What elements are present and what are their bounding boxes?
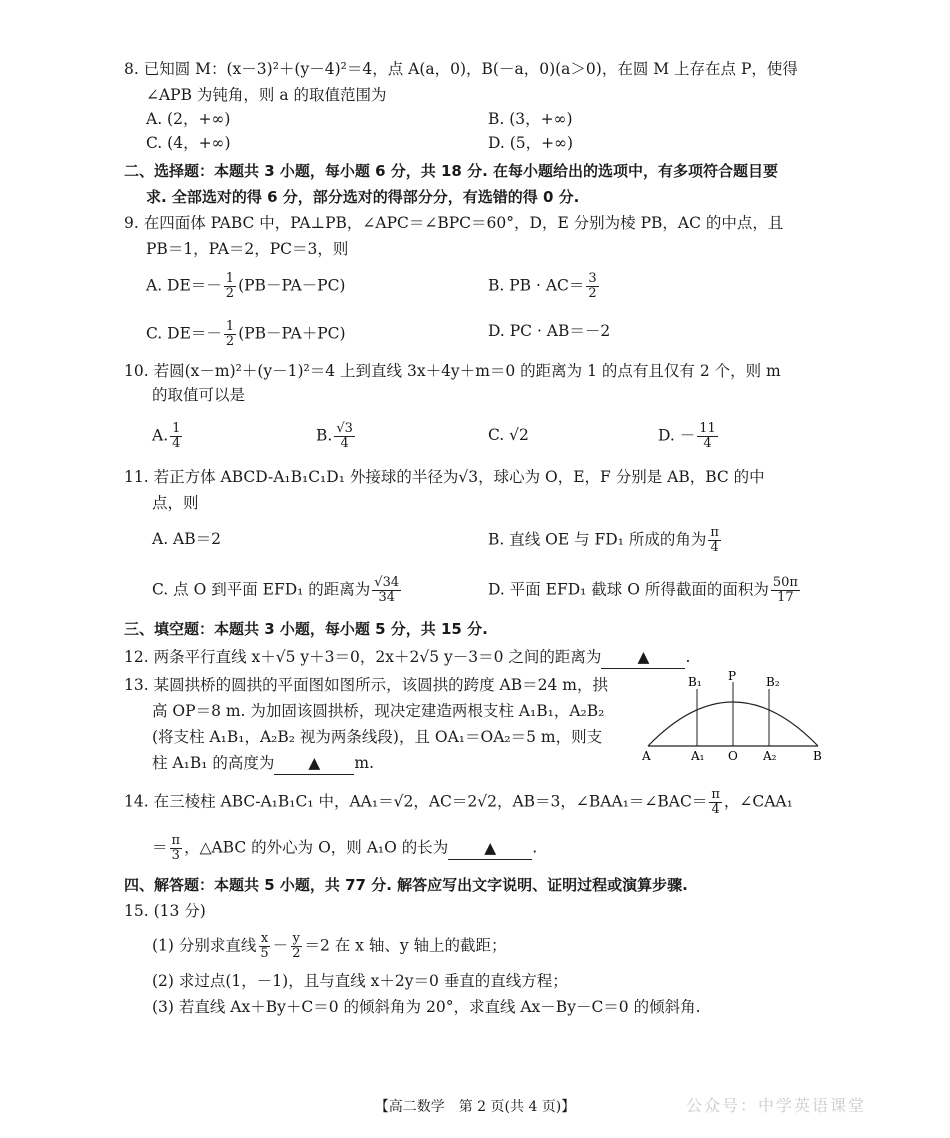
q14-stem-line1: 14. 在三棱柱 ABC-A₁B₁C₁ 中，AA₁＝√2，AC＝2√2，AB＝3，∠BAA₁＝∠BAC＝ $\frac{\pi}{4}$ ，∠CAA₁ [124,787,793,817]
q9-option-c [146,320,346,349]
label-a: A [642,749,651,762]
q15-part2: (2) 求过点(1，－1)，且与直线 x＋2y＝0 垂直的直线方程； [152,972,568,990]
label-b: B [813,749,822,762]
q8-option-d: D. (5，+∞) [488,134,574,152]
q12-answer-blank: ▲ [601,646,685,669]
q10-stem-line2: 的取值可以是 [152,386,246,404]
q13-stem-line3: (将支柱 A₁B₁，A₂B₂ 视为两条线段)，且 OA₁＝OA₂＝5 m，则支 [152,728,603,746]
q9-b-text: B. PB · AC＝ [488,276,585,295]
q13-stem-line1: 13. 某圆拱桥的圆拱的平面图如图所示，该圆拱的跨度 AB＝24 m，拱 [124,676,608,694]
q8-stem-line2: ∠APB 为钝角，则 a 的取值范围为 [146,86,387,104]
q10-option-d: D. － $\frac{11}{4}$ [658,421,716,451]
q15-title: 15. (13 分) [124,902,206,920]
q9-option-a [146,272,345,301]
q9-c-vectors: (PB－PA＋PC) [238,324,346,343]
q10-option-b: B. $\frac{√3}{4}$ [316,421,353,451]
q8-option-a: A. (2，+∞) [146,110,231,128]
q9-option-b [488,272,601,301]
q11-option-b: B. 直线 OE 与 FD₁ 所成的角为 $\frac{\pi}{4}$ [488,525,719,555]
section2-header-line2: 求. 全部选对的得 6 分，部分选对的得部分分，有选错的得 0 分. [146,188,580,206]
q13-stem-line4: 柱 A₁B₁ 的高度为 ▲ m. [152,752,374,775]
q9-a-vectors: (PB－PA－PC) [238,276,346,295]
q11-option-c: C. 点 O 到平面 EFD₁ 的距离为 $\frac{√34}{34}$ [152,575,400,605]
q9-b-fraction: $\frac{3}{2}$ [588,271,597,301]
label-b2: B₂ [766,675,780,689]
q15-part1: (1) 分别求直线 $\frac{x}{5}$ － $\frac{y}{2}$ ＝2 在 x 轴、y 轴上的截距； [152,931,507,961]
q15-part3: (3) 若直线 Ax＋By＋C＝0 的倾斜角为 20°，求直线 Ax－By－C＝0 的倾斜角. [152,998,701,1016]
label-a1: A₁ [691,749,705,762]
q13-stem-line2: 高 OP＝8 m. 为加固该圆拱桥，现决定建造两根支柱 A₁B₁，A₂B₂ [152,702,605,720]
q10-stem-line1: 10. 若圆(x－m)²＋(y－1)²＝4 上到直线 3x＋4y＋m＝0 的距离为 1 的点有且仅有 2 个，则 m [124,362,781,380]
q9-a-fraction: $\frac{1}{2}$ [225,271,235,301]
q14-stem-line2: ＝ $\frac{\pi}{3}$ ，△ABC 的外心为 O，则 A₁O 的长为 ▲ . [152,833,538,863]
q11-stem-line2: 点，则 [152,494,199,512]
section2-header-line1: 二、选择题：本题共 3 小题，每小题 6 分，共 18 分. 在每小题给出的选项中，有多项符合题目要 [124,162,779,180]
q11-stem-line1: 11. 若正方体 ABCD-A₁B₁C₁D₁ 外接球的半径为√3，球心为 O，E，F 分别是 AB，BC 的中 [124,468,765,486]
watermark: 公众号：中学英语课堂 [686,1096,867,1115]
q9-stem-line1: 9. 在四面体 PABC 中，PA⊥PB，∠APC＝∠BPC＝60°，D，E 分别为棱 PB，AC 的中点，且 [124,214,784,232]
section3-header: 三、填空题：本题共 3 小题，每小题 5 分，共 15 分. [124,620,488,638]
arch-bridge-figure [636,668,832,762]
q10-option-a: A. $\frac{1}{4}$ [152,421,181,451]
page-footer: 【高二数学 第 2 页(共 4 页)】 [374,1099,576,1115]
label-o: O [728,749,738,762]
q8-option-b: B. (3，+∞) [488,110,573,128]
q9-stem-line2: PB＝1，PA＝2，PC＝3，则 [146,240,349,258]
q9-option-d: D. PC · AB＝－2 [488,322,611,340]
label-b1: B₁ [688,675,702,689]
q8-option-c: C. (4，+∞) [146,134,231,152]
q10-option-c: C. √2 [488,426,529,444]
q11-option-d: D. 平面 EFD₁ 截球 O 所得截面的面积为 $\frac{50\pi}{17}$ [488,575,798,605]
q9-a-text: A. DE＝－ [146,276,222,295]
section4-header: 四、解答题：本题共 5 小题，共 77 分. 解答应写出文字说明、证明过程或演算步骤. [124,876,688,894]
q14-answer-blank: ▲ [448,837,532,860]
label-a2: A₂ [763,749,777,762]
q8-stem-line1: 8. 已知圆 M：(x－3)²＋(y－4)²＝4，点 A(a，0)，B(－a，0)(a＞0)，在圆 M 上存在点 P，使得 [124,60,798,78]
q12-stem: 12. 两条平行直线 x＋√5 y＋3＝0，2x＋2√5 y－3＝0 之间的距离为 ▲ . [124,646,690,669]
q9-c-fraction: $\frac{1}{2}$ [225,319,235,349]
label-p: P [728,669,737,683]
q13-answer-blank: ▲ [274,752,354,775]
q9-c-text: C. DE＝－ [146,324,222,343]
q11-option-a: A. AB＝2 [152,530,221,548]
